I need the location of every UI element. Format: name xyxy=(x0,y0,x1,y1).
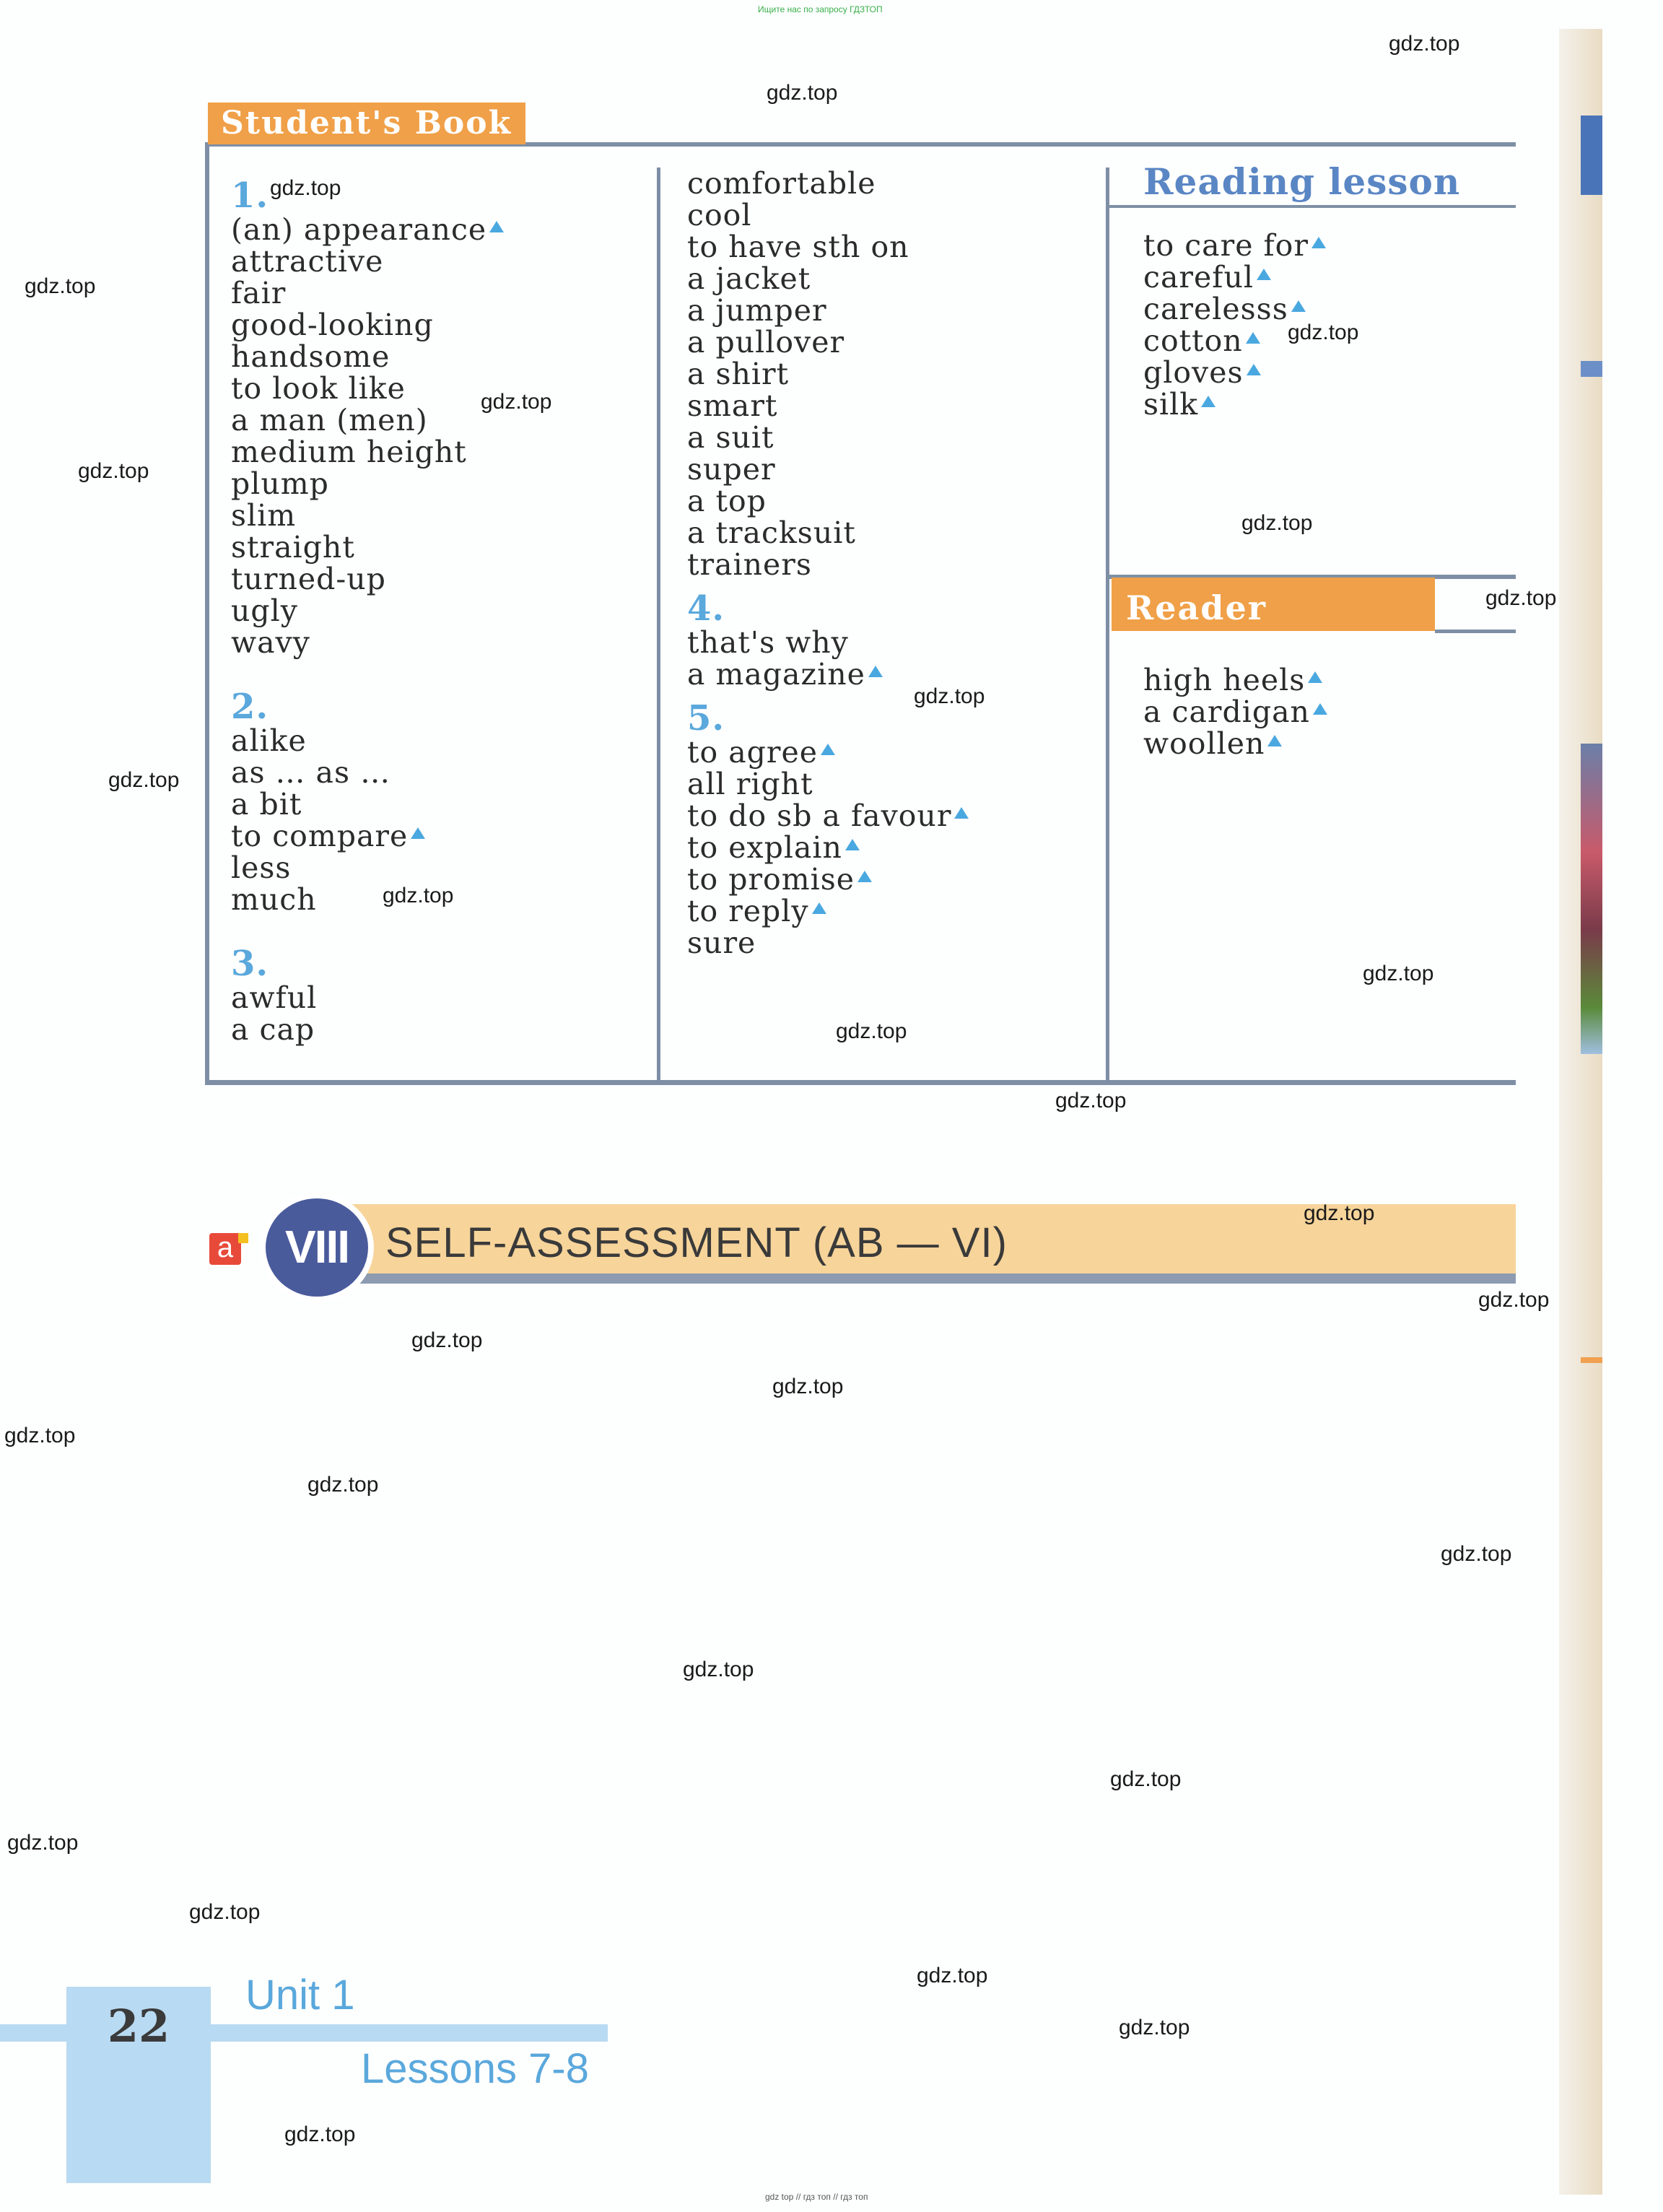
vocabulary-word xyxy=(1143,357,1326,388)
word-text: to promise xyxy=(687,862,855,897)
triangle-marker-icon xyxy=(411,827,425,839)
vocabulary-word xyxy=(687,453,969,485)
triangle-marker-icon xyxy=(954,807,969,819)
column-divider xyxy=(657,167,660,1083)
section-number-circle: VIII xyxy=(260,1193,374,1302)
watermark: gdz.top xyxy=(307,1473,379,1497)
word-text: to look like xyxy=(231,371,406,406)
word-text: good-looking xyxy=(231,308,434,342)
word-text: a jumper xyxy=(687,293,827,328)
unit-label: Unit 1 xyxy=(245,1972,355,2019)
vocabulary-word xyxy=(231,852,504,884)
vocabulary-word xyxy=(687,517,969,549)
section-number: 4. xyxy=(687,588,725,629)
watermark: gdz.top xyxy=(1389,32,1460,56)
watermark: gdz.top xyxy=(1485,586,1557,610)
vocabulary-word xyxy=(687,263,969,295)
vocabulary-word xyxy=(687,231,969,263)
word-text: turned-up xyxy=(231,562,386,596)
word-text: a pullover xyxy=(687,325,845,360)
word-text: handsome xyxy=(231,339,390,374)
box-left-rule xyxy=(205,142,209,1085)
vocabulary-word xyxy=(231,500,504,531)
page-edge-mark xyxy=(1581,1357,1602,1363)
vocabulary-word xyxy=(1143,261,1326,293)
vocabulary-word xyxy=(231,788,504,820)
self-assessment-rule xyxy=(332,1273,1516,1284)
vocabulary-column-1 xyxy=(231,167,504,1045)
word-text: less xyxy=(231,850,292,885)
word-text: awful xyxy=(231,980,318,1015)
triangle-marker-icon xyxy=(812,902,826,914)
watermark: gdz.top xyxy=(1055,1089,1127,1112)
watermark: gdz.top xyxy=(4,1424,76,1447)
vocabulary-word xyxy=(687,358,969,390)
vocabulary-word xyxy=(231,757,504,788)
word-text: as … as … xyxy=(231,755,391,790)
watermark: gdz.top xyxy=(7,1831,79,1855)
vocabulary-column-2 xyxy=(687,167,969,959)
word-text: sure xyxy=(687,926,756,960)
vocabulary-word xyxy=(687,199,969,231)
vocabulary-word xyxy=(1143,664,1327,696)
reading-lesson-rule xyxy=(1109,205,1516,208)
vocabulary-word xyxy=(231,309,504,341)
word-text: a tracksuit xyxy=(687,515,856,550)
word-text: a magazine xyxy=(687,657,865,692)
watermark: gdz.top xyxy=(767,81,838,105)
triangle-marker-icon xyxy=(1311,237,1326,248)
word-text: careful xyxy=(1143,260,1254,295)
watermark: gdz.top xyxy=(1363,962,1434,985)
vocabulary-word xyxy=(231,468,504,500)
vocabulary-word xyxy=(687,863,969,895)
word-text: ugly xyxy=(231,593,298,628)
vocabulary-word xyxy=(1143,728,1327,759)
watermark: gdz.top xyxy=(189,1900,261,1924)
word-text: silk xyxy=(1143,387,1199,422)
section-gap xyxy=(231,658,504,679)
triangle-marker-icon xyxy=(1201,396,1215,407)
triangle-marker-icon xyxy=(845,839,860,850)
triangle-marker-icon xyxy=(1246,332,1260,344)
watermark: gdz.top xyxy=(914,684,985,708)
word-text: to reply xyxy=(687,894,809,928)
column-divider xyxy=(1106,167,1109,1083)
watermark: gdz.top xyxy=(108,768,180,792)
vocabulary-word xyxy=(231,245,504,277)
word-text: cotton xyxy=(1143,323,1243,358)
watermark: gdz.top xyxy=(1304,1201,1375,1225)
page-edge-photo xyxy=(1581,744,1602,1054)
section-number: 5. xyxy=(687,698,725,739)
vocabulary-word xyxy=(231,404,504,436)
section-gap xyxy=(231,915,504,936)
word-text: super xyxy=(687,452,776,487)
word-text: much xyxy=(231,882,317,917)
triangle-marker-icon xyxy=(821,744,835,755)
vocabulary-word xyxy=(687,549,969,580)
vocabulary-word xyxy=(687,832,969,863)
self-assessment-title: SELF-ASSESSMENT (AB — VI) xyxy=(385,1219,1008,1266)
triangle-marker-icon xyxy=(1257,269,1271,280)
page-edge-tab xyxy=(1581,116,1602,195)
triangle-marker-icon xyxy=(1247,364,1261,375)
word-text: wavy xyxy=(231,625,310,660)
triangle-marker-icon xyxy=(1267,735,1282,746)
word-text: a suit xyxy=(687,420,774,455)
vocabulary-word xyxy=(231,436,504,468)
watermark: gdz.top xyxy=(917,1964,988,1987)
triangle-marker-icon xyxy=(1313,703,1327,715)
word-text: attractive xyxy=(231,244,384,279)
word-text: a man (men) xyxy=(231,403,428,437)
page-edge-stripe xyxy=(1581,361,1602,377)
vocabulary-word xyxy=(1143,696,1327,728)
vocabulary-word xyxy=(231,373,504,404)
watermark: gdz.top xyxy=(78,459,149,483)
vocabulary-word xyxy=(687,295,969,326)
activity-book-badge-dot xyxy=(238,1233,248,1243)
watermark: gdz.top xyxy=(1119,2016,1190,2039)
word-text: plump xyxy=(231,466,329,501)
word-text: to care for xyxy=(1143,228,1309,263)
watermark: gdz.top xyxy=(1478,1288,1550,1312)
vocabulary-word xyxy=(231,531,504,563)
word-text: to do sb a favour xyxy=(687,798,952,833)
vocabulary-word xyxy=(231,627,504,658)
page-number: 22 xyxy=(107,2000,170,2052)
watermark: gdz.top xyxy=(1110,1767,1182,1791)
vocabulary-word xyxy=(687,167,969,199)
vocabulary-word xyxy=(231,595,504,627)
word-text: medium height xyxy=(231,435,467,469)
lessons-label: Lessons 7-8 xyxy=(361,2045,589,2092)
vocabulary-word xyxy=(687,768,969,800)
activity-book-badge: a xyxy=(209,1233,241,1265)
vocabulary-word xyxy=(687,927,969,959)
vocabulary-word xyxy=(231,277,504,309)
vocabulary-word xyxy=(231,214,504,245)
vocabulary-word xyxy=(687,736,969,768)
vocabulary-word xyxy=(231,341,504,373)
triangle-marker-icon xyxy=(857,871,872,882)
word-text: slim xyxy=(231,498,297,533)
word-text: (an) appearance xyxy=(231,212,487,247)
watermark: gdz.top xyxy=(481,390,552,414)
vocabulary-word xyxy=(687,422,969,453)
word-text: to explain xyxy=(687,830,842,865)
bottom-note: gdz top // гдз топ // гдз топ xyxy=(765,2192,868,2202)
section-number: 3. xyxy=(231,944,269,984)
word-text: cool xyxy=(687,198,752,232)
vocabulary-word xyxy=(687,326,969,358)
word-text: to agree xyxy=(687,735,819,770)
word-text: a jacket xyxy=(687,261,811,296)
word-text: to compare xyxy=(231,819,409,853)
word-text: comfortable xyxy=(687,166,876,201)
word-text: a bit xyxy=(231,787,302,822)
watermark: gdz.top xyxy=(270,176,341,200)
reading-lesson-title: Reading lesson xyxy=(1143,160,1461,203)
word-text: woollen xyxy=(1143,726,1265,761)
top-note: Ищите нас по запросу ГДЗТОП xyxy=(758,4,883,14)
word-text: smart xyxy=(687,388,778,423)
word-text: gloves xyxy=(1143,355,1244,390)
watermark: gdz.top xyxy=(772,1375,844,1398)
word-text: to have sth on xyxy=(687,230,909,264)
vocabulary-word xyxy=(687,627,969,658)
section-number: 2. xyxy=(231,687,269,727)
vocabulary-word xyxy=(687,800,969,832)
watermark: gdz.top xyxy=(411,1328,483,1352)
word-text: alike xyxy=(231,723,307,758)
vocabulary-word xyxy=(687,485,969,517)
vocabulary-word xyxy=(1143,230,1326,261)
watermark: gdz.top xyxy=(683,1658,754,1681)
vocabulary-word xyxy=(231,563,504,595)
section-number: 1. xyxy=(231,175,269,216)
triangle-marker-icon xyxy=(1308,671,1322,683)
reader-header: Reader xyxy=(1112,578,1435,631)
watermark: gdz.top xyxy=(284,2122,356,2146)
vocabulary-word xyxy=(231,725,504,757)
vocabulary-word xyxy=(231,982,504,1014)
triangle-marker-icon xyxy=(868,666,883,677)
word-text: a cap xyxy=(231,1012,315,1047)
word-text: all right xyxy=(687,767,813,801)
box-bottom-rule xyxy=(205,1080,1516,1085)
word-text: a cardigan xyxy=(1143,694,1310,729)
students-book-header: Student's Book xyxy=(208,103,525,144)
word-text: that's why xyxy=(687,625,849,660)
word-text: carelesss xyxy=(1143,292,1288,326)
vocabulary-word xyxy=(687,390,969,422)
reader-bottom-rule xyxy=(1435,630,1516,633)
word-text: high heels xyxy=(1143,663,1306,697)
vocabulary-word xyxy=(231,1014,504,1045)
word-text: a shirt xyxy=(687,357,790,391)
word-text: fair xyxy=(231,276,287,310)
vocabulary-word xyxy=(1143,388,1326,420)
word-text: trainers xyxy=(687,547,812,582)
watermark: gdz.top xyxy=(383,884,454,907)
watermark: gdz.top xyxy=(1241,511,1313,535)
triangle-marker-icon xyxy=(489,221,504,232)
watermark: gdz.top xyxy=(836,1019,907,1043)
page-edge xyxy=(1559,29,1602,2195)
watermark: gdz.top xyxy=(25,274,96,298)
vocabulary-word xyxy=(687,895,969,927)
reader-words xyxy=(1143,664,1327,759)
watermark: gdz.top xyxy=(1441,1542,1512,1566)
word-text: a top xyxy=(687,484,767,518)
watermark: gdz.top xyxy=(1288,321,1359,344)
vocabulary-word xyxy=(231,820,504,852)
word-text: straight xyxy=(231,530,355,565)
vocabulary-word xyxy=(231,884,504,915)
triangle-marker-icon xyxy=(1291,300,1306,312)
